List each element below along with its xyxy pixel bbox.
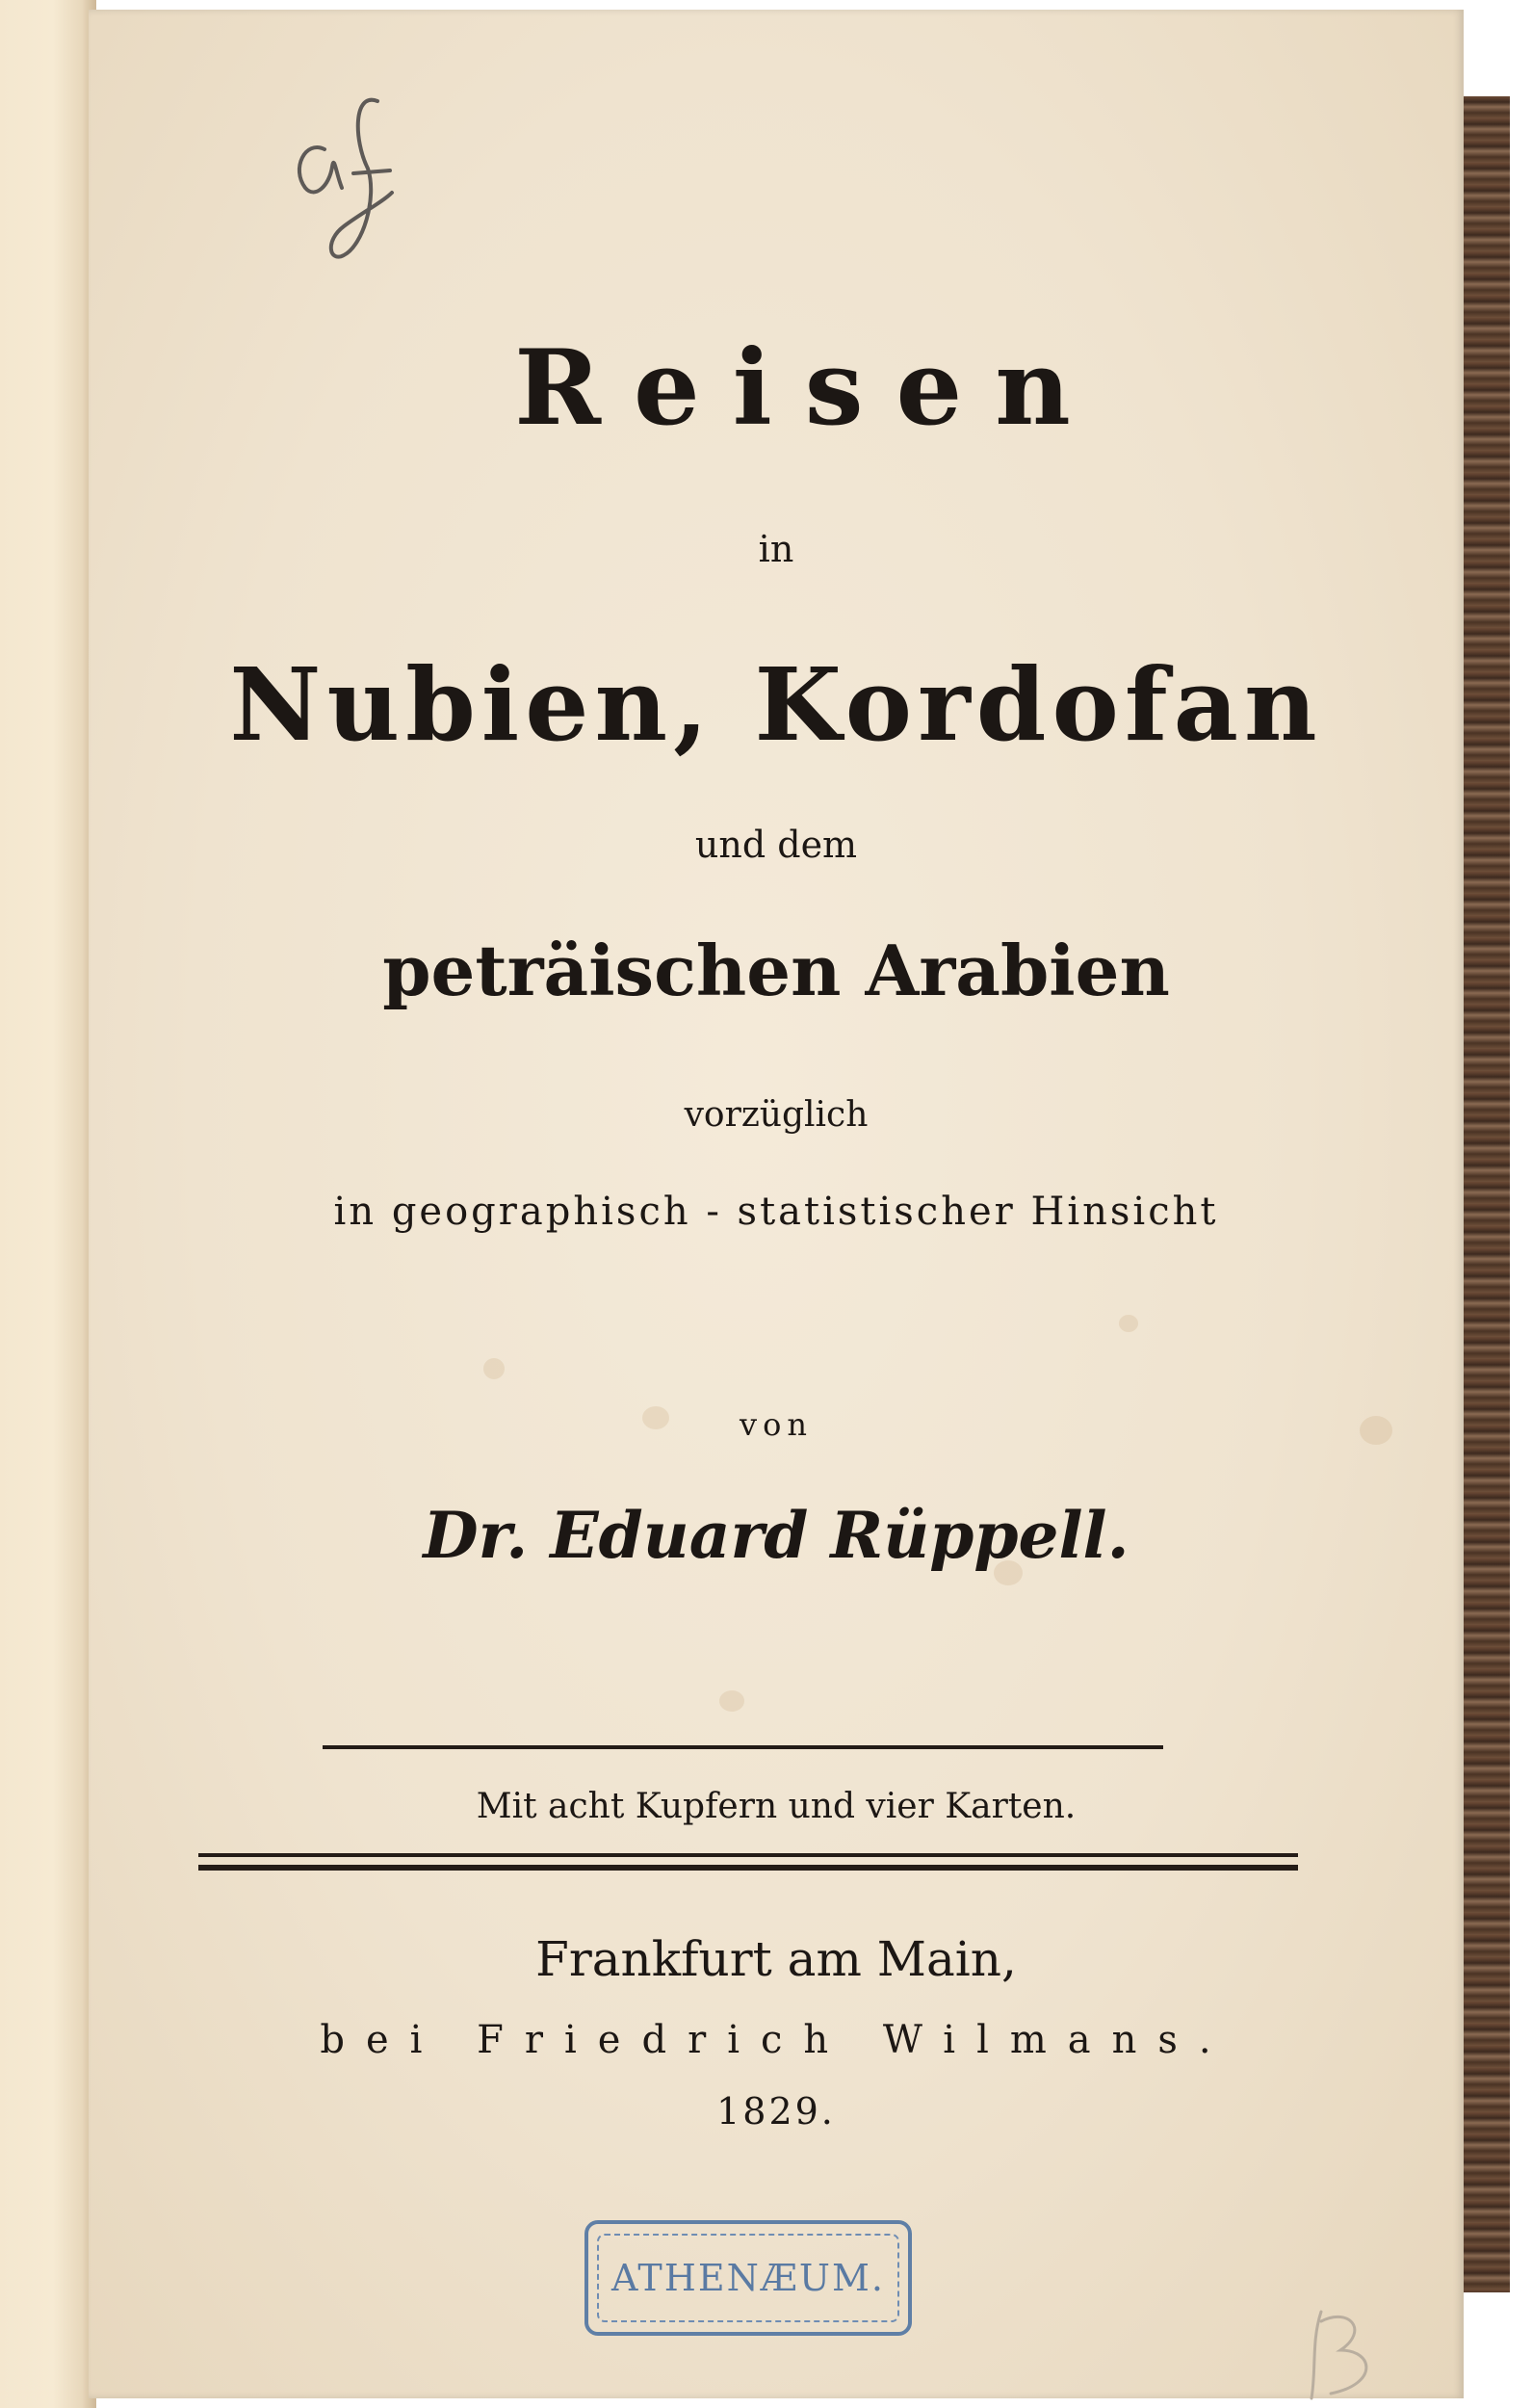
foxing-spot bbox=[719, 1690, 744, 1712]
left-facing-page bbox=[0, 0, 96, 2408]
library-stamp-text: ATHENÆUM. bbox=[597, 2234, 899, 2322]
horizontal-rule bbox=[323, 1745, 1163, 1749]
title-main: Reisen bbox=[514, 327, 1104, 449]
title-arabia: peträischen Arabien bbox=[382, 929, 1170, 1011]
author-by: von bbox=[740, 1406, 813, 1443]
title-in: in bbox=[758, 528, 794, 570]
author-name: Dr. Eduard Rüppell. bbox=[423, 1498, 1130, 1573]
plates-note: Mit acht Kupfern und vier Karten. bbox=[476, 1787, 1077, 1826]
foxing-spot bbox=[1119, 1315, 1138, 1332]
library-stamp bbox=[584, 2220, 912, 2336]
subtitle-hinsicht: in geographisch - statistischer Hinsicht bbox=[333, 1190, 1219, 1234]
subtitle-vorzueglich: vorzüglich bbox=[684, 1095, 869, 1135]
pencil-mark bbox=[1292, 2302, 1408, 2408]
foxing-spot bbox=[483, 1358, 505, 1379]
title-regions: Nubien, Kordofan bbox=[229, 645, 1323, 764]
title-und-dem: und dem bbox=[694, 824, 858, 866]
handwritten-shelf-mark bbox=[286, 82, 402, 275]
imprint-place: Frankfurt am Main, bbox=[535, 1931, 1017, 1987]
title-page bbox=[89, 10, 1464, 2398]
imprint-publisher: bei Friedrich Wilmans. bbox=[320, 2018, 1233, 2062]
imprint-year: 1829. bbox=[716, 2090, 836, 2133]
double-rule bbox=[198, 1853, 1298, 1871]
background-area bbox=[1459, 2292, 1507, 2408]
